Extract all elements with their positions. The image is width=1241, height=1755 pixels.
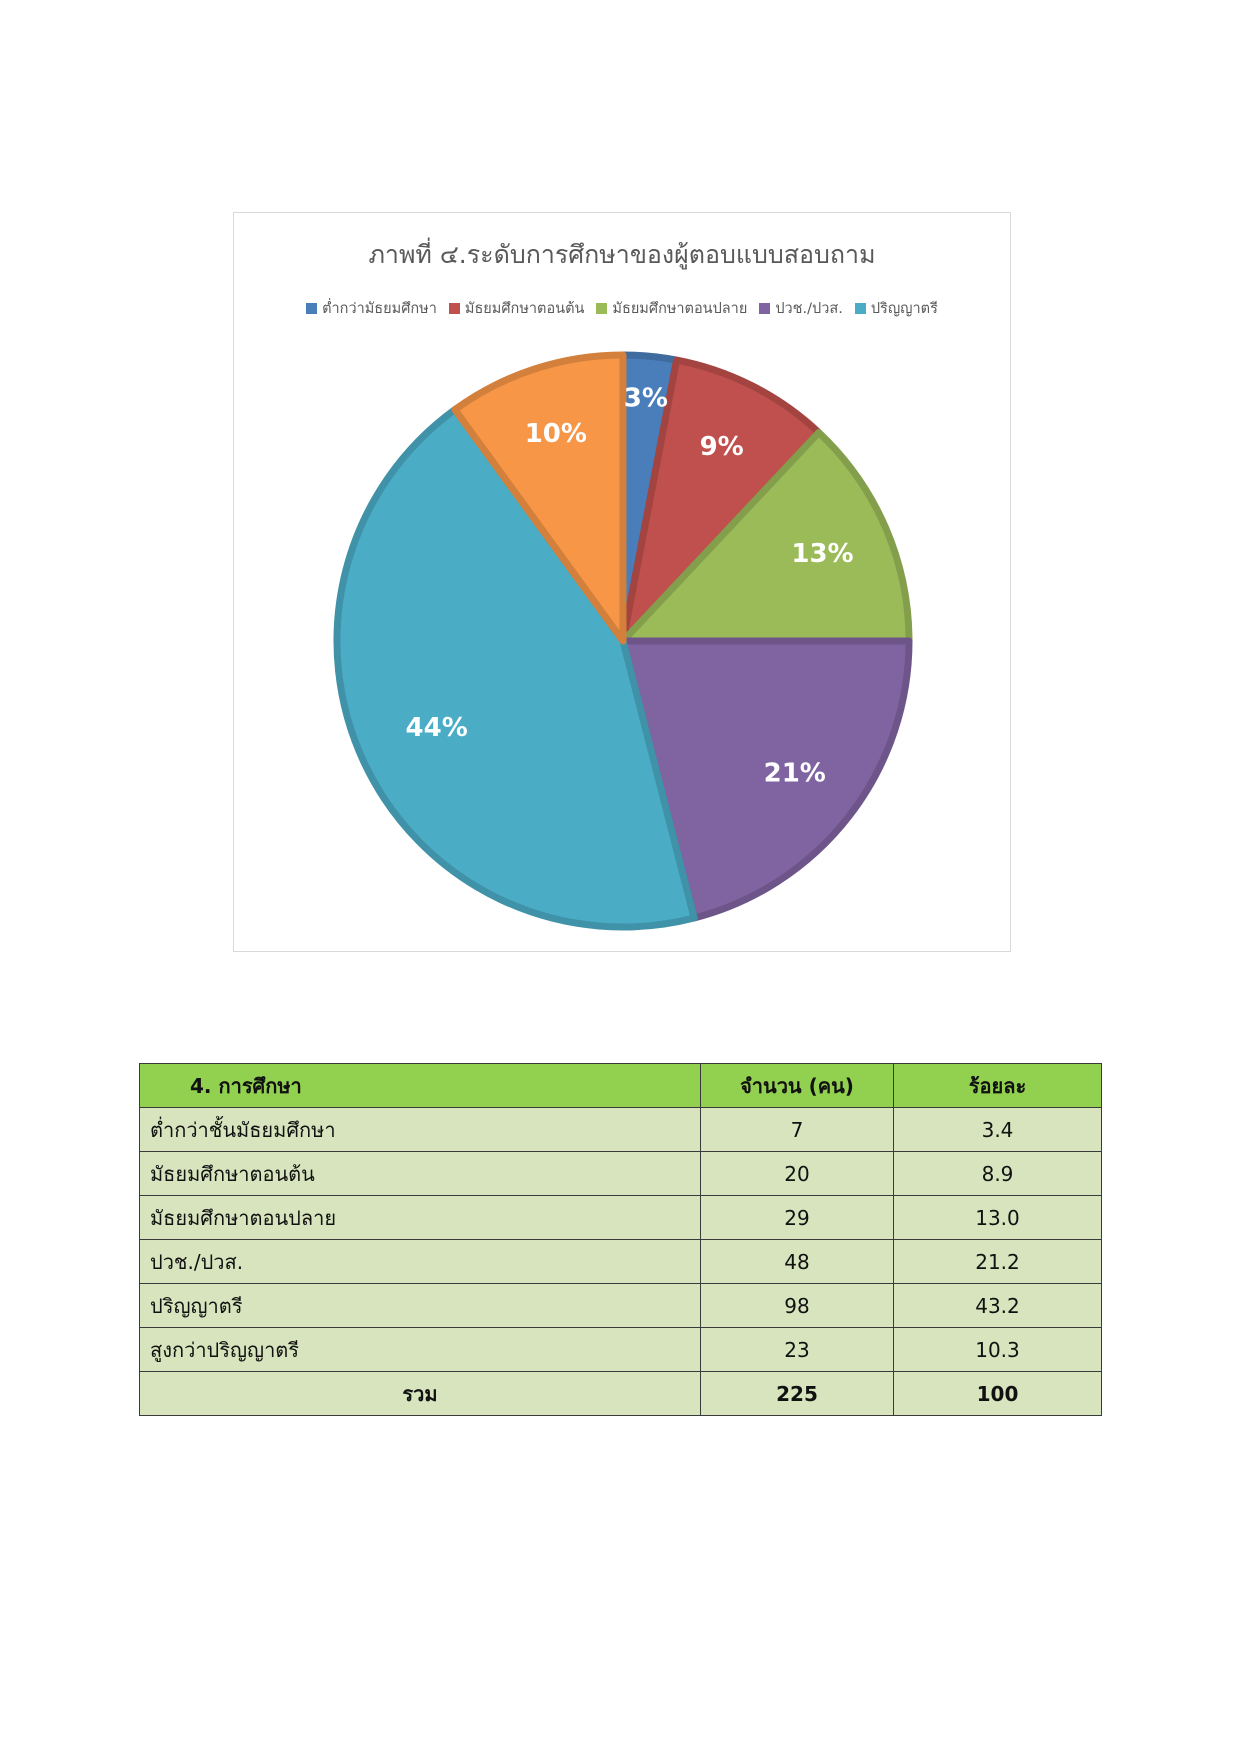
row-label: มัธยมศึกษาตอนต้น: [140, 1152, 701, 1196]
total-label: รวม: [140, 1372, 701, 1416]
slice-data-label: 21%: [763, 758, 826, 789]
table-row: [140, 1328, 1102, 1372]
table-row: [140, 1240, 1102, 1284]
row-label: ปริญญาตรี: [140, 1284, 701, 1328]
table-row: [140, 1152, 1102, 1196]
education-table: [139, 1063, 1102, 1416]
row-percent: 8.9: [894, 1152, 1102, 1196]
table-row: [140, 1108, 1102, 1152]
slice-data-label: 3%: [623, 383, 668, 414]
row-count: 20: [701, 1152, 894, 1196]
row-label: ต่ำกว่าชั้นมัธยมศึกษา: [140, 1108, 701, 1152]
row-label: ปวช./ปวส.: [140, 1240, 701, 1284]
slice-data-label: 44%: [405, 713, 468, 744]
row-count: 7: [701, 1108, 894, 1152]
header-count: จำนวน (คน): [701, 1064, 894, 1108]
table-header-row: [140, 1064, 1102, 1108]
row-count: 98: [701, 1284, 894, 1328]
row-percent: 13.0: [894, 1196, 1102, 1240]
row-percent: 3.4: [894, 1108, 1102, 1152]
pie-chart: [233, 212, 1011, 952]
row-percent: 21.2: [894, 1240, 1102, 1284]
header-percent: ร้อยละ: [894, 1064, 1102, 1108]
legend-label: ปริญญาตรี: [870, 301, 938, 317]
legend-label: ปวช./ปวส.: [775, 301, 843, 317]
slice-data-label: 13%: [791, 539, 854, 570]
row-count: 29: [701, 1196, 894, 1240]
row-label: มัธยมศึกษาตอนปลาย: [140, 1196, 701, 1240]
row-count: 48: [701, 1240, 894, 1284]
header-education: 4. การศึกษา: [140, 1064, 701, 1108]
table-total-row: [140, 1372, 1102, 1416]
row-count: 23: [701, 1328, 894, 1372]
row-percent: 43.2: [894, 1284, 1102, 1328]
total-percent: 100: [894, 1372, 1102, 1416]
table-row: [140, 1196, 1102, 1240]
slice-data-label: 10%: [524, 418, 587, 449]
chart-title: ภาพที่ ๔.ระดับการศึกษาของผู้ตอบแบบสอบถาม: [368, 240, 876, 269]
legend-label: ต่ำกว่ามัธยมศึกษา: [322, 301, 437, 317]
total-count: 225: [701, 1372, 894, 1416]
slice-data-label: 9%: [699, 431, 744, 462]
pie-plot: [234, 213, 1012, 953]
legend-label: มัธยมศึกษาตอนต้น: [464, 301, 585, 317]
legend-label: มัธยมศึกษาตอนปลาย: [612, 301, 748, 317]
row-percent: 10.3: [894, 1328, 1102, 1372]
table-row: [140, 1284, 1102, 1328]
row-label: สูงกว่าปริญญาตรี: [140, 1328, 701, 1372]
